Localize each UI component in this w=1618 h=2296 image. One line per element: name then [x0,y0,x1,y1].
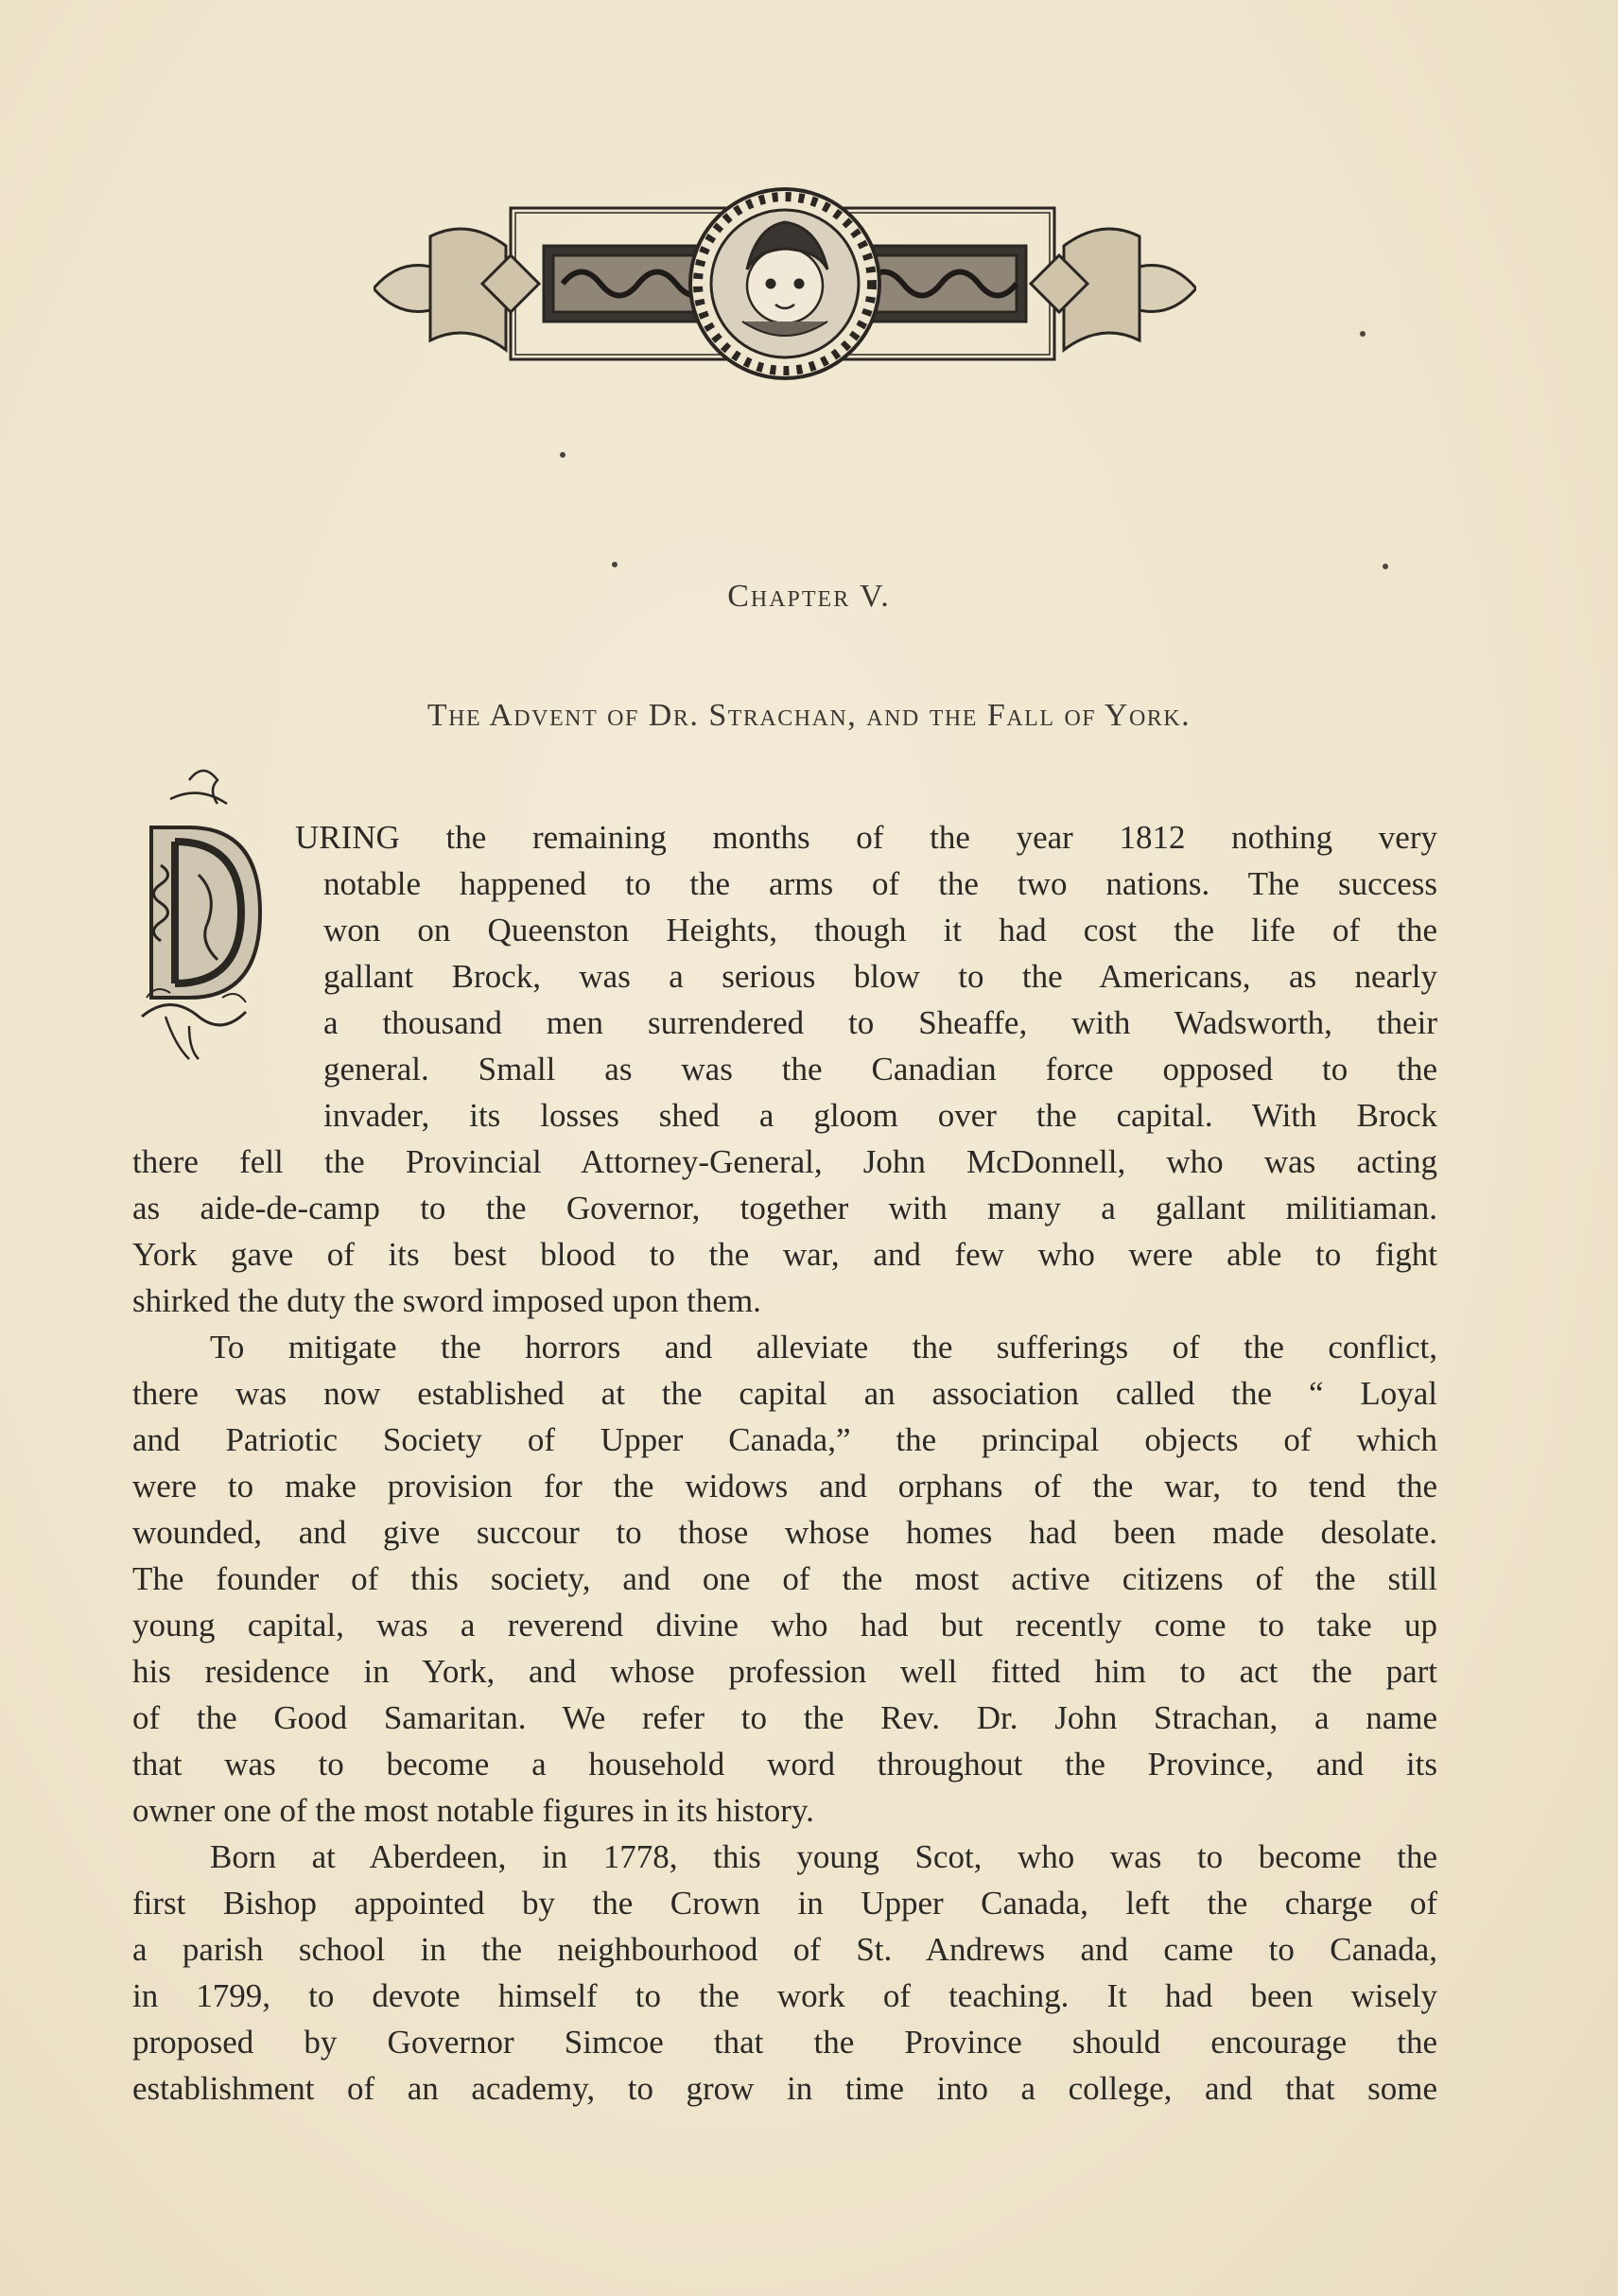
body-line: that was to become a household word throughout the Province, and its [132,1746,1437,1783]
body-line: notable happened to the arms of the two nations. The success [323,865,1437,902]
body-line: in 1799, to devote himself to the work of teaching. It had been wisely [132,1977,1437,2014]
body-line: a thousand men surrendered to Sheaffe, with Wadsworth, their [323,1004,1437,1041]
body-line: URING the remaining months of the year 1812 nothing very [295,819,1437,856]
body-line: establishment of an academy, to grow in time into a college, and that some [132,2070,1437,2107]
print-speck [560,452,565,458]
body-line: first Bishop appointed by the Crown in Upper Canada, left the charge of [132,1885,1437,1922]
body-line: The founder of this society, and one of the most active citizens of the still [132,1560,1437,1597]
body-line: gallant Brock, was a serious blow to the Americans, as nearly [323,958,1437,995]
body-line: Born at Aberdeen, in 1778, this young Scot, who was to become the [210,1838,1437,1875]
body-line: there fell the Provincial Attorney-General, John McDonnell, who was acting [132,1143,1437,1180]
body-line: won on Queenston Heights, though it had cost the life of the [323,912,1437,948]
ornamental-headpiece-icon [374,180,1196,397]
body-line: were to make provision for the widows and orphans of the war, to tend the [132,1468,1437,1505]
body-line: York gave of its best blood to the war, and few who were able to fight [132,1236,1437,1273]
body-line: a parish school in the neighbourhood of St. Andrews and came to Canada, [132,1931,1437,1968]
body-line: owner one of the most notable figures in its history. [132,1792,814,1829]
body-line: as aide-de-camp to the Governor, together with many a gallant militiaman. [132,1190,1437,1226]
chapter-title: The Advent of Dr. Strachan, and the Fall of York. [426,698,1192,733]
body-line: his residence in York, and whose profession well fitted him to act the part [132,1653,1437,1690]
body-line: there was now established at the capital an association called the “ Loyal [132,1375,1437,1412]
body-line: shirked the duty the sword imposed upon them. [132,1282,761,1319]
body-line: invader, its losses shed a gloom over the capital. With Brock [323,1097,1437,1134]
body-line: young capital, was a reverend divine who had but recently come to take up [132,1607,1437,1644]
body-line: and Patriotic Society of Upper Canada,” the principal objects of which [132,1421,1437,1458]
print-speck [1383,564,1388,569]
decorated-initial-d-icon [132,761,274,1073]
body-line: To mitigate the horrors and alleviate the sufferings of the conflict, [210,1329,1437,1365]
body-line: wounded, and give succour to those whose homes had been made desolate. [132,1514,1437,1551]
chapter-number: Chapter V. [727,579,891,614]
body-line: proposed by Governor Simcoe that the Province should encourage the [132,2024,1437,2061]
body-line: general. Small as was the Canadian force opposed to the [323,1051,1437,1087]
print-speck [1360,331,1366,337]
body-line: of the Good Samaritan. We refer to the Rev. Dr. John Strachan, a name [132,1699,1437,1736]
print-speck [612,562,618,567]
